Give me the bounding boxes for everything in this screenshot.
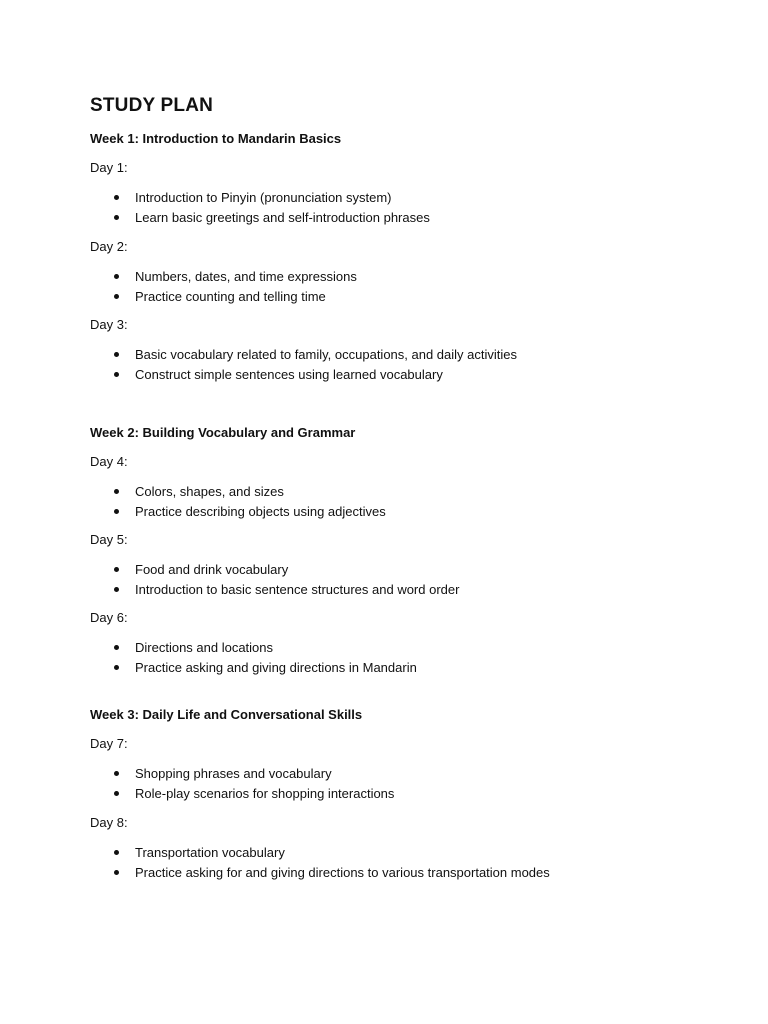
bullet-icon xyxy=(114,567,119,572)
day-7-label: Day 7: xyxy=(90,736,128,751)
day-5-label: Day 5: xyxy=(90,532,128,547)
list-item: Basic vocabulary related to family, occupations, and daily activities xyxy=(112,345,517,365)
bullet-icon xyxy=(114,665,119,670)
bullet-icon xyxy=(114,509,119,514)
bullet-icon xyxy=(114,645,119,650)
bullet-icon xyxy=(114,294,119,299)
list-item: Learn basic greetings and self-introduction phrases xyxy=(112,208,430,228)
bullet-icon xyxy=(114,195,119,200)
bullet-icon xyxy=(114,850,119,855)
list-item: Construct simple sentences using learned vocabulary xyxy=(112,365,517,385)
bullet-icon xyxy=(114,771,119,776)
list-item: Introduction to basic sentence structures and word order xyxy=(112,580,459,600)
week-1-heading: Week 1: Introduction to Mandarin Basics xyxy=(90,131,342,146)
bullet-icon xyxy=(114,352,119,357)
day-7-list xyxy=(112,764,394,803)
day-6-list xyxy=(112,638,417,677)
bullet-icon xyxy=(114,274,119,279)
week-2-heading: Week 2: Building Vocabulary and Grammar xyxy=(90,425,356,440)
list-item: Practice asking for and giving directions to various transportation modes xyxy=(112,863,550,883)
day-4-label: Day 4: xyxy=(90,454,128,469)
list-item: Transportation vocabulary xyxy=(112,843,550,863)
list-item: Directions and locations xyxy=(112,638,417,658)
day-8-label: Day 8: xyxy=(90,815,128,830)
week-3-heading: Week 3: Daily Life and Conversational Skills xyxy=(90,707,363,722)
list-item: Numbers, dates, and time expressions xyxy=(112,267,357,287)
list-item: Practice counting and telling time xyxy=(112,287,357,307)
list-item: Practice describing objects using adjectives xyxy=(112,502,386,522)
list-item: Role-play scenarios for shopping interactions xyxy=(112,784,394,804)
day-8-list xyxy=(112,843,550,882)
day-1-label: Day 1: xyxy=(90,160,128,175)
day-5-list xyxy=(112,560,459,599)
bullet-icon xyxy=(114,587,119,592)
day-3-list xyxy=(112,345,517,384)
page-title: STUDY PLAN xyxy=(90,95,214,116)
day-4-list xyxy=(112,482,386,521)
list-item: Food and drink vocabulary xyxy=(112,560,459,580)
list-item: Colors, shapes, and sizes xyxy=(112,482,386,502)
bullet-icon xyxy=(114,489,119,494)
list-item: Shopping phrases and vocabulary xyxy=(112,764,394,784)
day-1-list xyxy=(112,188,430,227)
day-3-label: Day 3: xyxy=(90,317,128,332)
bullet-icon xyxy=(114,215,119,220)
bullet-icon xyxy=(114,372,119,377)
bullet-icon xyxy=(114,791,119,796)
bullet-icon xyxy=(114,870,119,875)
list-item: Practice asking and giving directions in Mandarin xyxy=(112,658,417,678)
day-2-label: Day 2: xyxy=(90,239,128,254)
day-6-label: Day 6: xyxy=(90,610,128,625)
day-2-list xyxy=(112,267,357,306)
list-item: Introduction to Pinyin (pronunciation system) xyxy=(112,188,430,208)
